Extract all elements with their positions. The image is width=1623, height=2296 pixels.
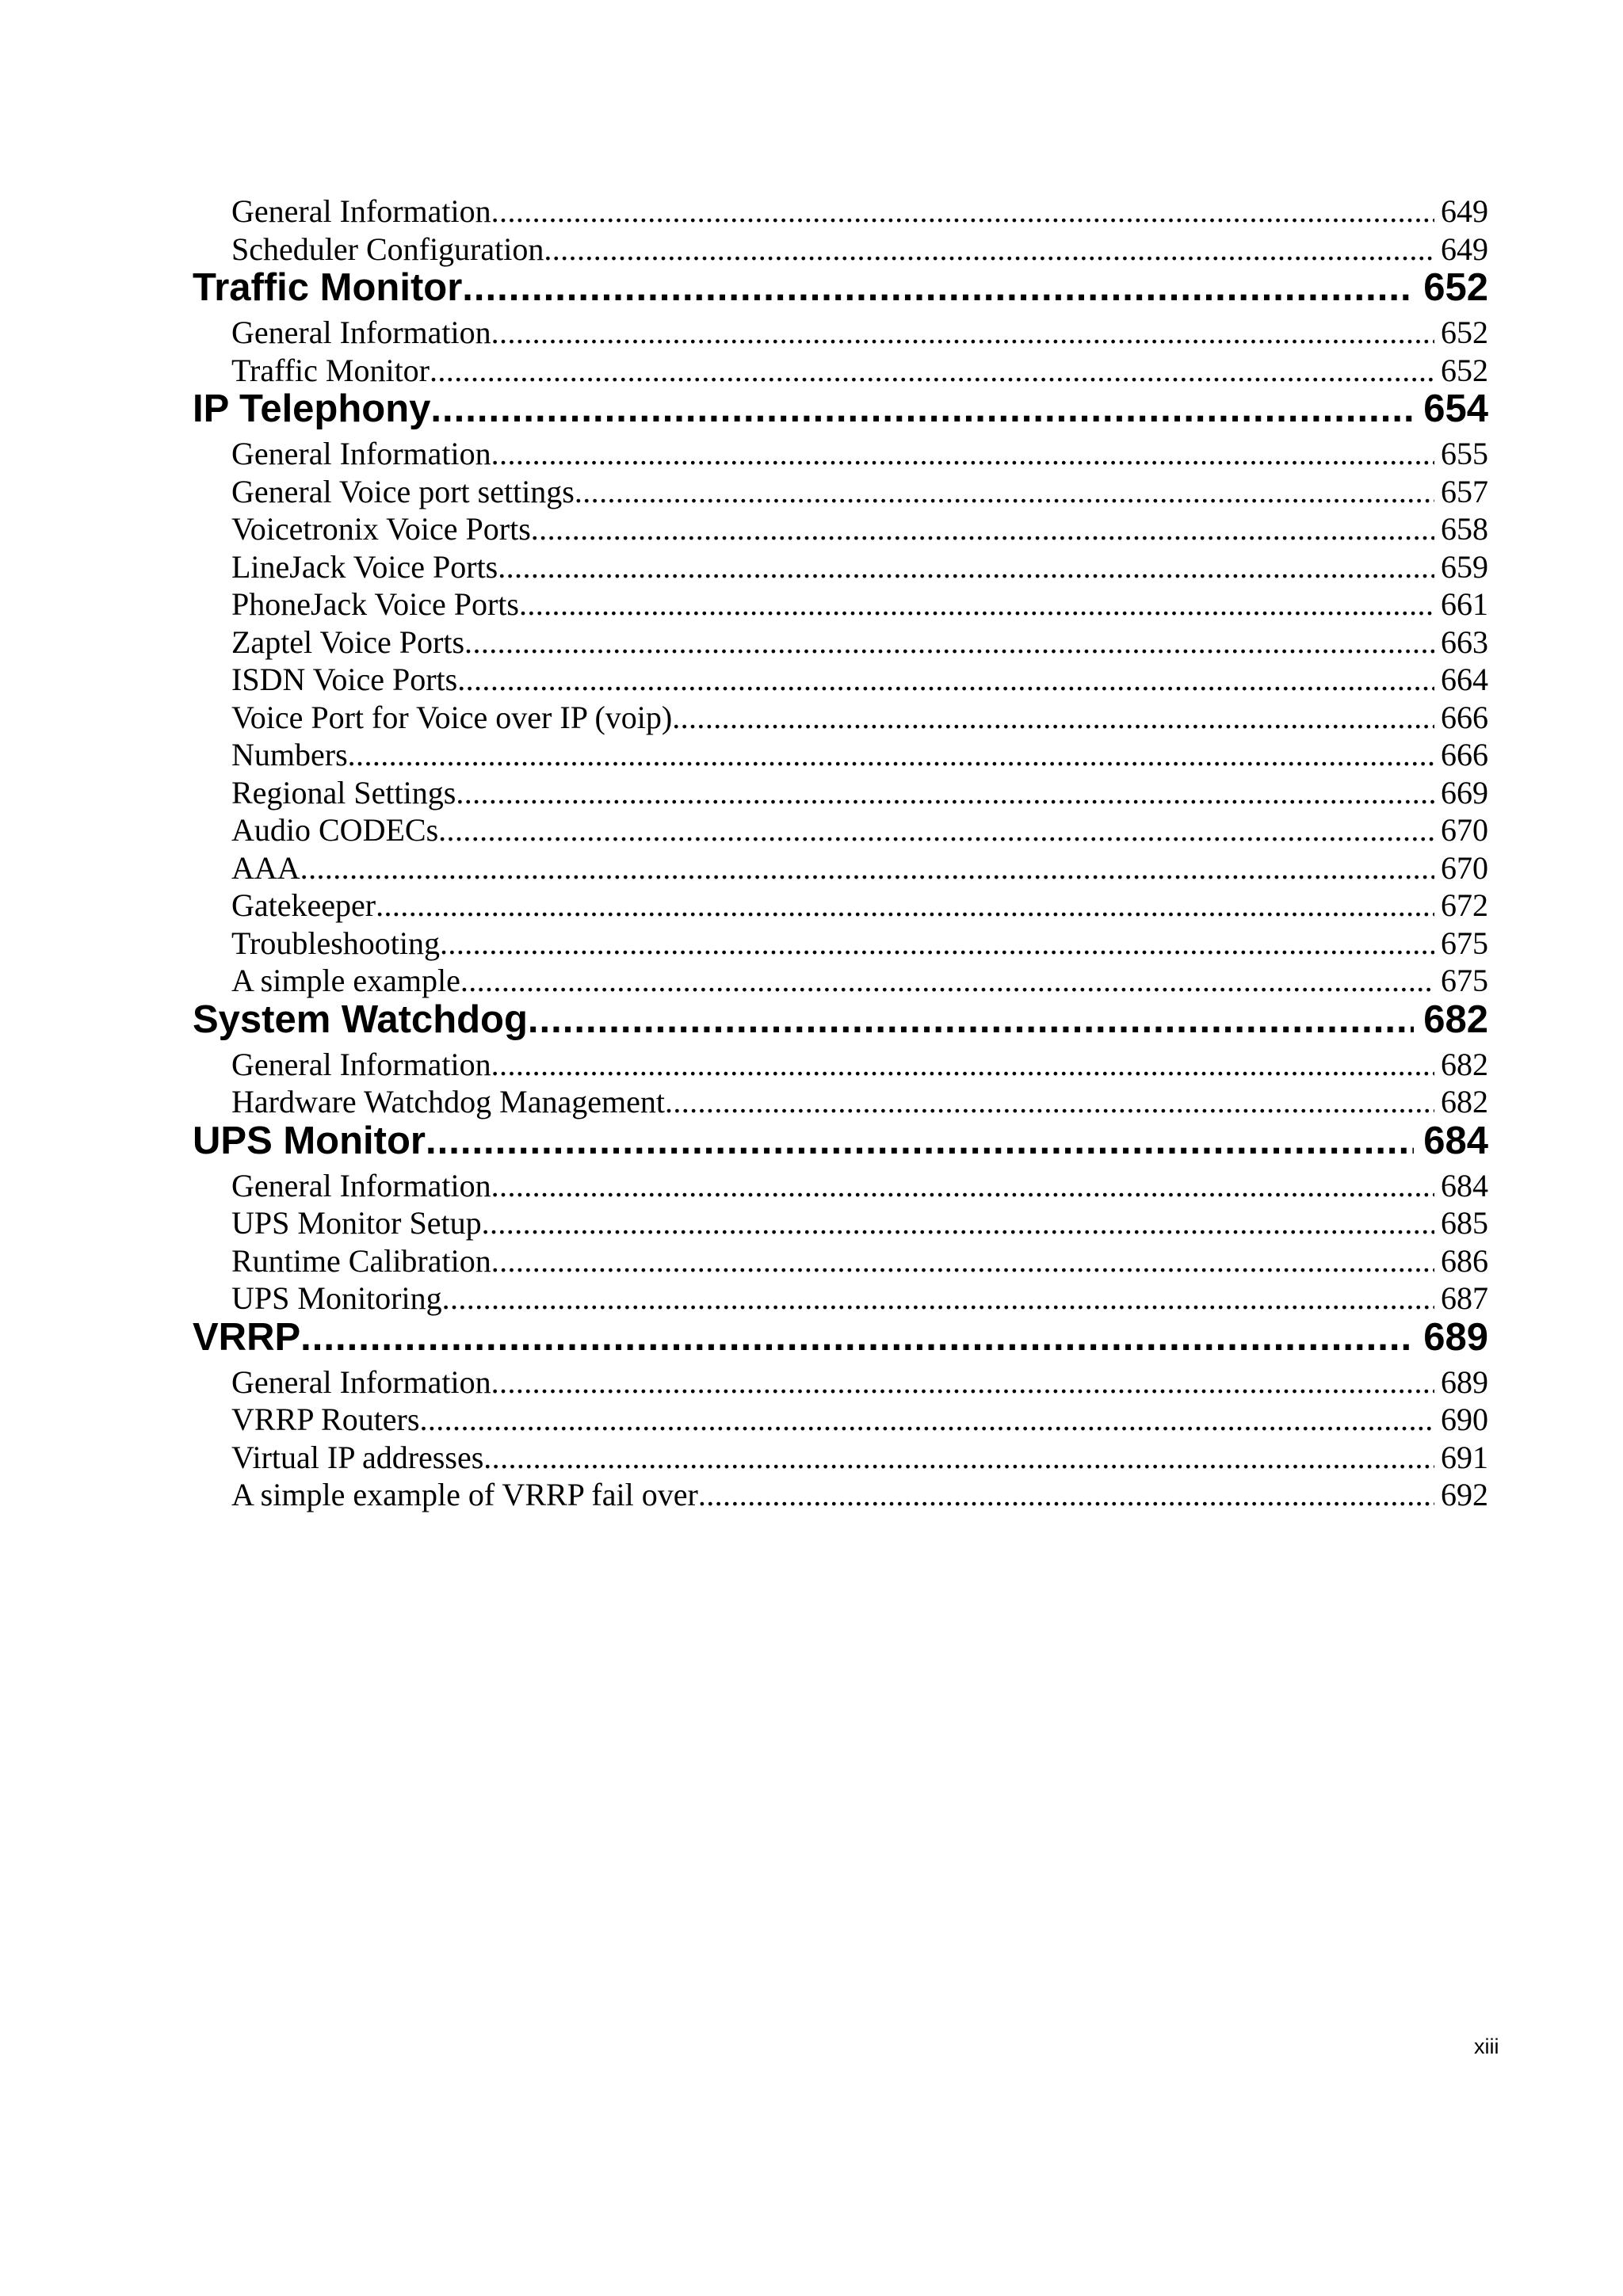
toc-dot-leader — [491, 314, 1434, 351]
toc-section-entry[interactable] — [231, 473, 1488, 510]
toc-dot-leader — [440, 925, 1434, 962]
toc-section-entry[interactable] — [231, 510, 1488, 547]
toc-section-entry[interactable] — [231, 962, 1488, 999]
toc-entry-title: Virtual IP addresses — [231, 1439, 484, 1475]
toc-section-entry[interactable] — [231, 849, 1488, 887]
toc-chapter-entry[interactable] — [193, 265, 1488, 311]
toc-entry-title: LineJack Voice Ports — [231, 548, 498, 585]
toc-page-number: 663 — [1441, 624, 1488, 660]
toc-entry-title: General Information — [231, 1046, 491, 1082]
toc-dot-leader — [483, 1439, 1434, 1476]
toc-page-number: 682 — [1441, 1046, 1488, 1082]
toc-section-entry[interactable] — [231, 699, 1488, 736]
toc-section-entry[interactable] — [231, 1476, 1488, 1513]
toc-section-entry[interactable] — [231, 193, 1488, 230]
toc-section-entry[interactable] — [231, 1083, 1488, 1120]
toc-entry-title: Gatekeeper — [231, 887, 376, 923]
toc-page-number: 664 — [1441, 662, 1488, 697]
toc-entry-title: Zaptel Voice Ports — [231, 624, 465, 660]
toc-section-entry[interactable] — [231, 661, 1488, 698]
toc-entry-title: A simple example of VRRP fail over — [231, 1477, 698, 1512]
toc-section-entry[interactable] — [231, 585, 1488, 623]
toc-page-number: 684 — [1441, 1167, 1488, 1203]
toc-chapter-entry[interactable] — [193, 386, 1488, 432]
toc-entry-title: IP Telephony — [193, 387, 431, 430]
toc-section-entry[interactable] — [231, 624, 1488, 661]
toc-dot-leader — [300, 849, 1434, 887]
toc-section-entry[interactable] — [231, 811, 1488, 849]
toc-page-number: 661 — [1441, 586, 1488, 622]
toc-page-number: 669 — [1441, 774, 1488, 810]
toc-page-number: 689 — [1441, 1363, 1488, 1400]
toc-section-entry[interactable] — [231, 435, 1488, 472]
toc-page-number: 672 — [1441, 887, 1488, 923]
toc-page-number: 689 — [1423, 1315, 1488, 1359]
toc-dot-leader — [491, 193, 1434, 230]
toc-page-number: 652 — [1441, 352, 1488, 388]
toc-page-number: 685 — [1441, 1205, 1488, 1241]
toc-page-number: 670 — [1441, 849, 1488, 886]
toc-section-entry[interactable] — [231, 548, 1488, 585]
toc-page-number: 682 — [1441, 1084, 1488, 1119]
toc-entry-title: PhoneJack Voice Ports — [231, 586, 519, 622]
toc-chapter-entry[interactable] — [193, 997, 1488, 1043]
toc-page-number: 675 — [1441, 925, 1488, 961]
toc-entry-title: VRRP Routers — [231, 1402, 420, 1437]
toc-dot-leader — [491, 1363, 1434, 1401]
toc-entry-title: UPS Monitor — [193, 1119, 426, 1162]
toc-chapter-entry[interactable] — [193, 1314, 1488, 1360]
toc-section-entry[interactable] — [231, 1167, 1488, 1204]
toc-entry-title: System Watchdog — [193, 997, 528, 1041]
toc-entry-title: Voice Port for Voice over IP (voip) — [231, 699, 673, 735]
toc-page-number: 687 — [1441, 1280, 1488, 1316]
toc-dot-leader — [430, 386, 1414, 432]
toc-page-number: 670 — [1441, 812, 1488, 848]
page-number: xiii — [1474, 2035, 1499, 2058]
toc-dot-leader — [544, 231, 1434, 268]
toc-dot-leader — [462, 265, 1414, 311]
toc-entry-title: A simple example — [231, 963, 460, 998]
toc-page-number: 657 — [1441, 473, 1488, 509]
toc-section-entry[interactable] — [231, 736, 1488, 773]
toc-page-number: 654 — [1423, 387, 1488, 430]
toc-section-entry[interactable] — [231, 352, 1488, 389]
toc-dot-leader — [460, 962, 1434, 999]
toc-section-entry[interactable] — [231, 1363, 1488, 1401]
toc-dot-leader — [426, 1118, 1414, 1164]
toc-entry-title: General Information — [231, 1363, 491, 1400]
toc-entry-title: Runtime Calibration — [231, 1242, 491, 1279]
toc-page-number: 658 — [1441, 511, 1488, 547]
toc-page-number: 692 — [1441, 1477, 1488, 1512]
toc-entry-title: UPS Monitor Setup — [231, 1205, 482, 1241]
toc-page-number: 675 — [1441, 963, 1488, 998]
toc-entry-title: Regional Settings — [231, 774, 456, 810]
toc-dot-leader — [665, 1083, 1434, 1120]
toc-entry-title: General Information — [231, 315, 491, 350]
toc-section-entry[interactable] — [231, 1401, 1488, 1438]
toc-entry-title: Audio CODECs — [231, 812, 439, 848]
toc-section-entry[interactable] — [231, 1046, 1488, 1083]
toc-entry-title: Voicetronix Voice Ports — [231, 511, 531, 547]
toc-dot-leader — [491, 1167, 1434, 1204]
toc-dot-leader — [531, 510, 1434, 547]
toc-dot-leader — [442, 1280, 1434, 1317]
toc-section-entry[interactable] — [231, 887, 1488, 924]
toc-dot-leader — [438, 811, 1434, 849]
toc-dot-leader — [698, 1476, 1434, 1513]
toc-dot-leader — [491, 435, 1434, 472]
toc-dot-leader — [575, 473, 1434, 510]
toc-section-entry[interactable] — [231, 314, 1488, 351]
toc-entry-title: UPS Monitoring — [231, 1280, 442, 1316]
toc-section-entry[interactable] — [231, 231, 1488, 268]
toc-entry-title: Numbers — [231, 737, 348, 772]
toc-section-entry[interactable] — [231, 1280, 1488, 1317]
toc-entry-title: ISDN Voice Ports — [231, 662, 458, 697]
toc-page-number: 655 — [1441, 436, 1488, 471]
toc-entry-title: Troubleshooting — [231, 925, 441, 961]
toc-dot-leader — [348, 736, 1434, 773]
toc-page-number: 659 — [1441, 548, 1488, 585]
toc-chapter-entry[interactable] — [193, 1118, 1488, 1164]
toc-entry-title: Traffic Monitor — [193, 266, 463, 309]
toc-entry-title: Traffic Monitor — [231, 352, 430, 388]
toc-entry-title: VRRP — [193, 1315, 301, 1359]
toc-entry-title: General Voice port settings — [231, 473, 575, 509]
toc-page-number: 666 — [1441, 699, 1488, 735]
toc-page-number: 666 — [1441, 737, 1488, 772]
toc-dot-leader — [519, 585, 1434, 623]
toc-page-number: 684 — [1423, 1119, 1488, 1162]
toc-entry-title: General Information — [231, 1167, 491, 1203]
toc-dot-leader — [498, 548, 1434, 585]
toc-dot-leader — [528, 997, 1414, 1043]
toc-page-number: 649 — [1441, 231, 1488, 267]
toc-dot-leader — [419, 1401, 1434, 1438]
toc-section-entry[interactable] — [231, 1204, 1488, 1241]
toc-dot-leader — [430, 352, 1434, 389]
toc-dot-leader — [464, 624, 1434, 661]
toc-dot-leader — [300, 1314, 1414, 1360]
toc-entry-title: General Information — [231, 436, 491, 471]
toc-section-entry[interactable] — [231, 1242, 1488, 1280]
toc-section-entry[interactable] — [231, 1439, 1488, 1476]
toc-dot-leader — [457, 661, 1434, 698]
toc-entry-title: Scheduler Configuration — [231, 231, 544, 267]
toc-page-number: 686 — [1441, 1242, 1488, 1279]
toc-dot-leader — [482, 1204, 1434, 1241]
toc-page-number: 682 — [1423, 997, 1488, 1041]
toc-dot-leader — [672, 699, 1434, 736]
toc-section-entry[interactable] — [231, 774, 1488, 811]
toc-page-number: 652 — [1423, 266, 1488, 309]
toc-entry-title: Hardware Watchdog Management — [231, 1084, 665, 1119]
toc-dot-leader — [491, 1242, 1434, 1280]
toc-page-number: 691 — [1441, 1439, 1488, 1475]
toc-page-number: 652 — [1441, 315, 1488, 350]
toc-dot-leader — [491, 1046, 1434, 1083]
toc-page-number: 649 — [1441, 193, 1488, 229]
toc-entry-title: AAA — [231, 849, 300, 886]
toc-dot-leader — [456, 774, 1434, 811]
toc-entry-title: General Information — [231, 193, 491, 229]
toc-dot-leader — [376, 887, 1434, 924]
toc-section-entry[interactable] — [231, 925, 1488, 962]
toc-page-number: 690 — [1441, 1402, 1488, 1437]
